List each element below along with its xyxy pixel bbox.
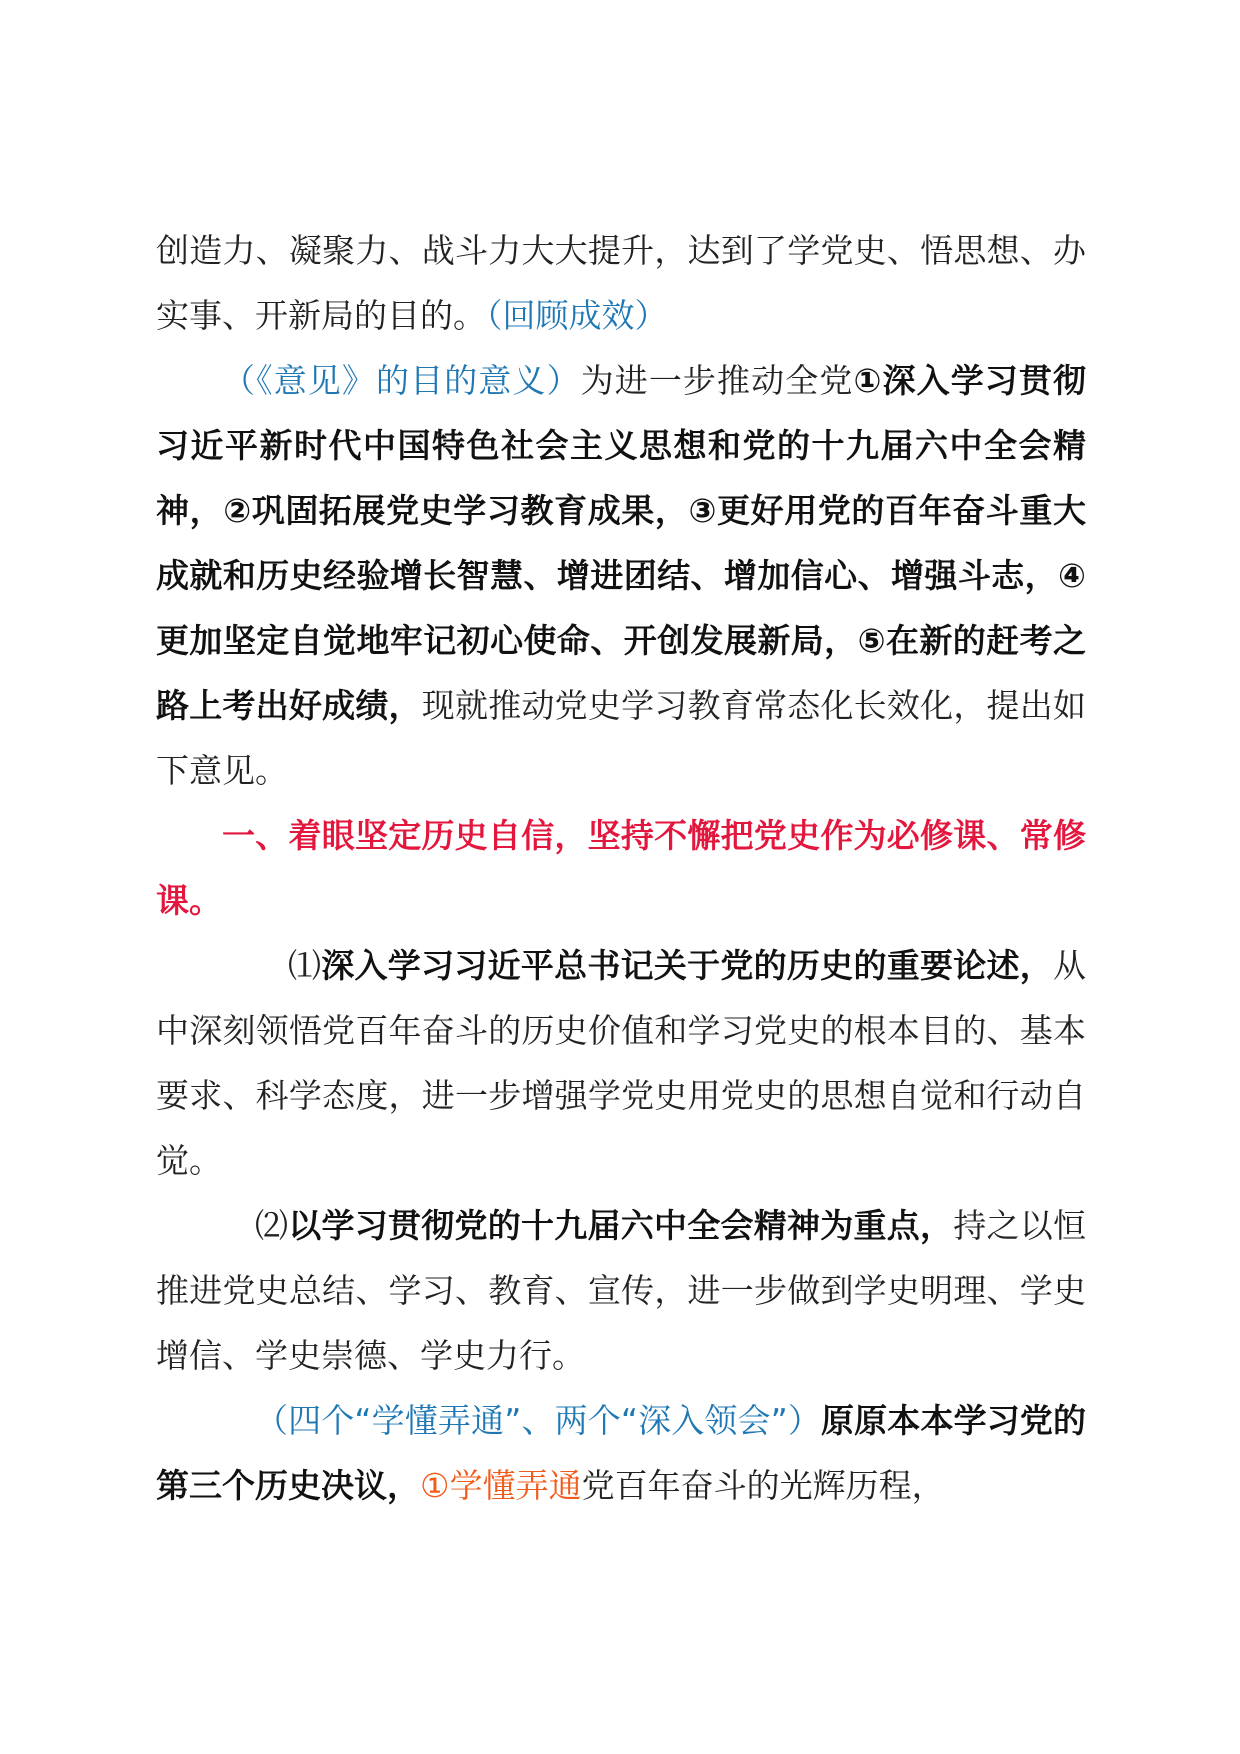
item-text: 持之以恒推进党史总结、学习、教育、宣传，进一步做到学史明理、学史增信、学史崇德、学史力行。	[156, 1206, 1086, 1375]
item-number: ⑵	[255, 1206, 289, 1245]
paragraph-text: 创造力、凝聚力、战斗力大大提升，达到了学党史、悟思想、办实事、开新局的目的。	[156, 231, 1086, 335]
annotation-purpose: （《意见》的目的意义）	[222, 361, 581, 400]
annotation-review-results: （回顾成效）	[486, 296, 668, 335]
paragraph-tail: 现就推动党史学习教育常态化长效化，提出如下意见。	[156, 686, 1087, 790]
annotation-study-points: （四个“学懂弄通”、两个“深入领会”）	[255, 1401, 822, 1440]
item-number: ⑴	[288, 946, 322, 985]
section-heading-1: 一、着眼坚定历史自信，坚持不懈把党史作为必修课、常修课。	[156, 816, 1086, 920]
paragraph-item-1	[156, 933, 1086, 1193]
paragraph-resolution	[156, 1388, 1086, 1518]
paragraph-item-2	[156, 1193, 1086, 1388]
paragraph-text: 党百年奋斗的光辉历程，	[581, 1466, 945, 1505]
paragraph-bold-goals: ①深入学习贯彻习近平新时代中国特色社会主义思想和党的十九届六中全会精神，②巩固拓展党史学习教育成果，③更好用党的百年奋斗重大成就和历史经验增长智慧、增进团结、增加信心、增强斗志，④更加坚定自觉地牢记初心使命、开创发展新局，⑤在新的赶考之路上考出好成绩，	[156, 361, 1087, 725]
item-bold-title: 以学习贯彻党的十九届六中全会精神为重点，	[288, 1206, 954, 1245]
item-bold-title: 深入学习习近平总书记关于党的历史的重要论述，	[321, 946, 1054, 985]
paragraph-purpose	[156, 348, 1086, 803]
paragraph-lead: 为进一步推动全党	[580, 361, 854, 400]
paragraph-bold-resolution: 原原本本学习党的第三个历史决议，	[156, 1401, 1087, 1505]
highlight-understand: ①学懂弄通	[420, 1466, 582, 1505]
paragraph-review	[156, 218, 1086, 348]
item-text: 从中深刻领悟党百年奋斗的历史价值和学习党史的根本目的、基本要求、科学态度，进一步增强学党史用党史的思想自觉和行动自觉。	[156, 946, 1087, 1180]
document-page	[156, 218, 1086, 1518]
